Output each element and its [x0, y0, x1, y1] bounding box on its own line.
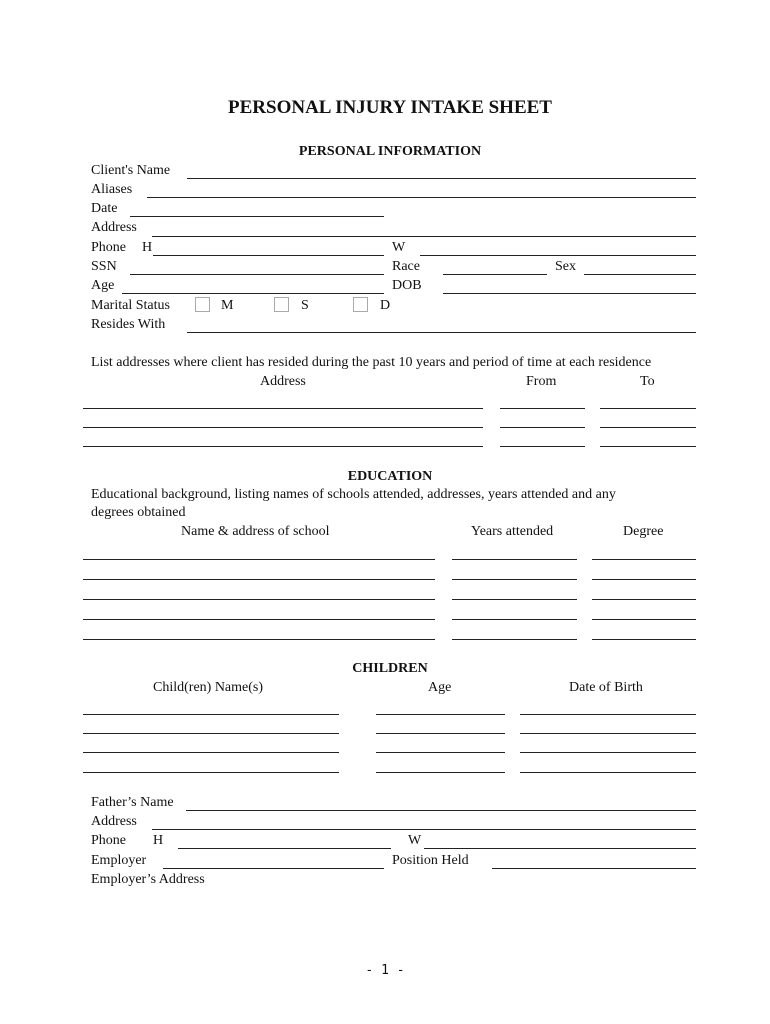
marital-single-label: S: [301, 298, 309, 313]
phone-work-field[interactable]: [420, 255, 696, 256]
father-phone-home-label: H: [153, 833, 164, 848]
child-age-field[interactable]: [376, 772, 505, 773]
marital-divorced-checkbox[interactable]: [353, 297, 368, 312]
ssn-label: SSN: [91, 259, 117, 274]
education-col-degree: Degree: [623, 524, 664, 539]
clients-name-field[interactable]: [187, 178, 696, 179]
child-dob-field[interactable]: [520, 772, 696, 773]
education-heading: EDUCATION: [347, 469, 433, 484]
education-instruction-line2: degrees obtained: [91, 505, 186, 520]
father-phone-work-field[interactable]: [424, 848, 696, 849]
residence-to-field[interactable]: [600, 446, 696, 447]
aliases-field[interactable]: [147, 197, 696, 198]
race-field[interactable]: [443, 274, 547, 275]
father-employer-field[interactable]: [163, 868, 384, 869]
father-phone-label: Phone: [91, 833, 126, 848]
resides-with-label: Resides With: [91, 317, 166, 332]
child-dob-field[interactable]: [520, 733, 696, 734]
marital-married-label: M: [221, 298, 234, 313]
years-attended-field[interactable]: [452, 599, 577, 600]
marital-single-checkbox[interactable]: [274, 297, 289, 312]
children-col-age: Age: [428, 680, 452, 695]
years-attended-field[interactable]: [452, 619, 577, 620]
residence-from-field[interactable]: [500, 427, 585, 428]
phone-work-label: W: [392, 240, 406, 255]
child-dob-field[interactable]: [520, 752, 696, 753]
father-position-field[interactable]: [492, 868, 696, 869]
child-name-field[interactable]: [83, 752, 339, 753]
dob-label: DOB: [392, 278, 422, 293]
father-phone-home-field[interactable]: [178, 848, 391, 849]
children-heading: CHILDREN: [352, 661, 428, 676]
father-employer-address-label: Employer’s Address: [91, 872, 205, 887]
phone-home-label: H: [142, 240, 153, 255]
years-attended-field[interactable]: [452, 579, 577, 580]
child-age-field[interactable]: [376, 714, 505, 715]
child-name-field[interactable]: [83, 733, 339, 734]
marital-divorced-label: D: [380, 298, 391, 313]
sex-label: Sex: [555, 259, 576, 274]
degree-field[interactable]: [592, 639, 696, 640]
address-label: Address: [91, 220, 137, 235]
page-title: PERSONAL INJURY INTAKE SHEET: [228, 97, 552, 118]
residence-from-field[interactable]: [500, 446, 585, 447]
date-field[interactable]: [130, 216, 384, 217]
degree-field[interactable]: [592, 579, 696, 580]
clients-name-label: Client's Name: [91, 163, 171, 178]
residence-from-field[interactable]: [500, 408, 585, 409]
residences-instruction: List addresses where client has resided during the past 10 years and period of time at each residence: [91, 355, 652, 370]
years-attended-field[interactable]: [452, 559, 577, 560]
education-col-years: Years attended: [471, 524, 554, 539]
school-field[interactable]: [83, 639, 435, 640]
residence-to-field[interactable]: [600, 427, 696, 428]
education-col-school: Name & address of school: [181, 524, 330, 539]
age-field[interactable]: [122, 293, 384, 294]
residence-address-field[interactable]: [83, 427, 483, 428]
aliases-label: Aliases: [91, 182, 133, 197]
personal-info-heading: PERSONAL INFORMATION: [298, 144, 482, 159]
father-employer-label: Employer: [91, 853, 147, 868]
child-name-field[interactable]: [83, 714, 339, 715]
residence-address-field[interactable]: [83, 408, 483, 409]
child-name-field[interactable]: [83, 772, 339, 773]
residences-col-to: To: [640, 374, 655, 389]
race-label: Race: [392, 259, 420, 274]
child-age-field[interactable]: [376, 752, 505, 753]
residence-address-field[interactable]: [83, 446, 483, 447]
ssn-field[interactable]: [130, 274, 384, 275]
years-attended-field[interactable]: [452, 639, 577, 640]
father-address-label: Address: [91, 814, 137, 829]
phone-home-field[interactable]: [153, 255, 384, 256]
marital-status-label: Marital Status: [91, 298, 170, 313]
resides-with-field[interactable]: [187, 332, 696, 333]
fathers-name-label: Father’s Name: [91, 795, 174, 810]
age-label: Age: [91, 278, 115, 293]
fathers-name-field[interactable]: [186, 810, 696, 811]
school-field[interactable]: [83, 579, 435, 580]
school-field[interactable]: [83, 559, 435, 560]
child-dob-field[interactable]: [520, 714, 696, 715]
father-position-label: Position Held: [392, 853, 469, 868]
school-field[interactable]: [83, 599, 435, 600]
date-label: Date: [91, 201, 118, 216]
child-age-field[interactable]: [376, 733, 505, 734]
education-instruction-line1: Educational background, listing names of schools attended, addresses, years attended and any: [91, 487, 616, 502]
residence-to-field[interactable]: [600, 408, 696, 409]
page-number: - 1 -: [365, 963, 405, 978]
sex-field[interactable]: [584, 274, 696, 275]
father-address-field[interactable]: [152, 829, 696, 830]
phone-label: Phone: [91, 240, 126, 255]
address-field[interactable]: [152, 236, 696, 237]
residences-col-address: Address: [260, 374, 306, 389]
children-col-names: Child(ren) Name(s): [153, 680, 264, 695]
children-col-dob: Date of Birth: [569, 680, 643, 695]
marital-married-checkbox[interactable]: [195, 297, 210, 312]
degree-field[interactable]: [592, 599, 696, 600]
degree-field[interactable]: [592, 559, 696, 560]
father-phone-work-label: W: [408, 833, 422, 848]
school-field[interactable]: [83, 619, 435, 620]
dob-field[interactable]: [443, 293, 696, 294]
degree-field[interactable]: [592, 619, 696, 620]
residences-col-from: From: [526, 374, 557, 389]
